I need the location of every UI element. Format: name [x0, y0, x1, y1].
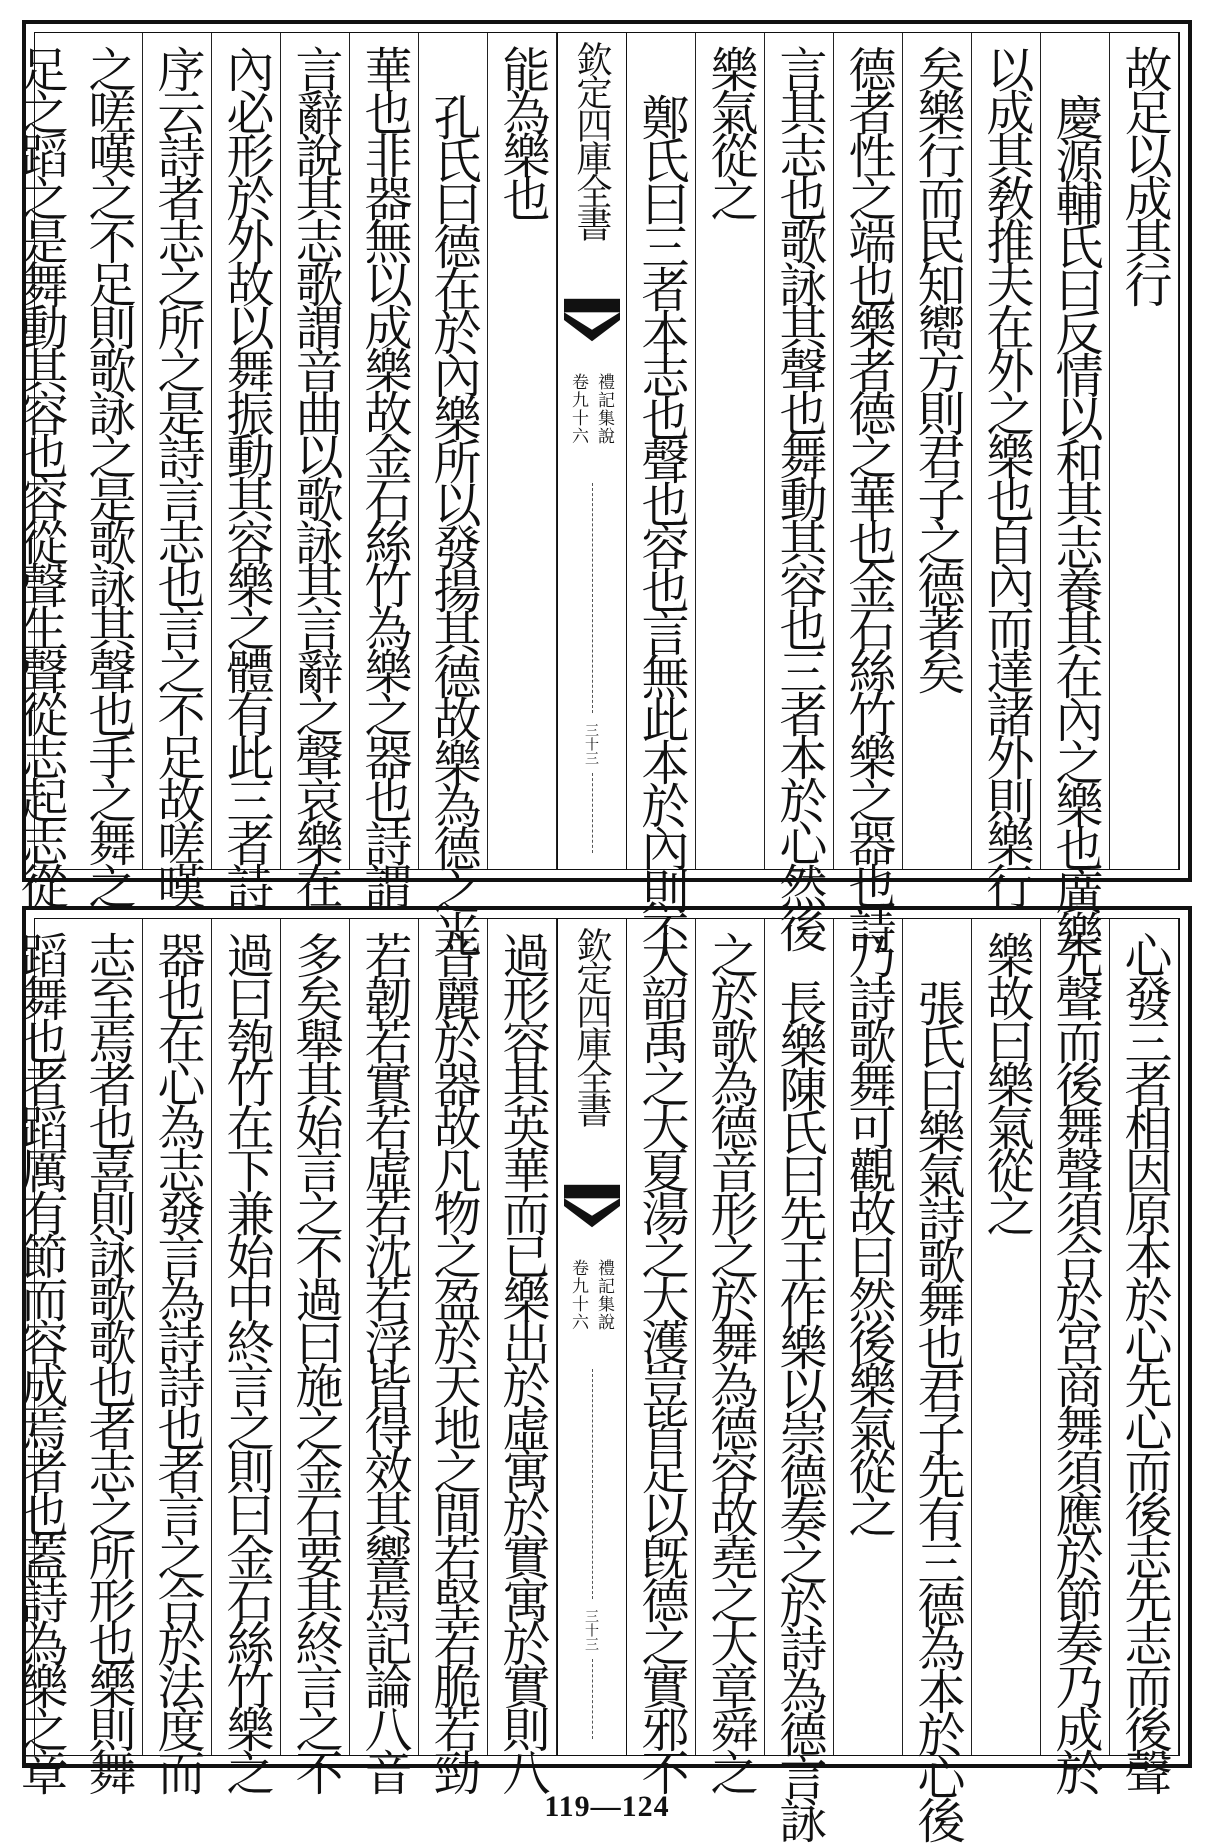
text-column: [350, 33, 419, 905]
text-column: [1041, 33, 1110, 953]
text-column: [212, 919, 281, 1791]
column-text: 言其志也歌詠其聲也舞動其容也三者本於心然後: [771, 45, 827, 948]
text-column: [834, 33, 903, 948]
column-text: 長樂陳氏曰先王作樂以崇德奏之於詩為德言詠: [771, 979, 827, 1839]
column-text: 過曰匏竹在下兼始中終言之則曰金石絲竹樂之: [218, 931, 274, 1791]
column-text: 故足以成其行: [1116, 45, 1172, 303]
text-column: [143, 919, 212, 1791]
text-column: [5, 33, 74, 905]
volume-number: 卷九十六: [568, 373, 588, 445]
column-text: 言辭說其志歌謂音曲以歌詠其言辭之聲哀樂在: [287, 45, 343, 905]
column-text: 多矣舉其始言之不過曰施之金石要其終言之不: [287, 931, 343, 1791]
fold-rule: [592, 483, 594, 713]
column-text: 心發三者相因原本於心先心而後志先志而後聲: [1116, 931, 1172, 1791]
column-text: 之嗟嘆之不足則歌詠之是歌詠其聲也手之舞之: [80, 45, 136, 905]
text-column: [834, 919, 903, 1755]
page-number: 119—124: [544, 1790, 670, 1823]
text-column: [143, 33, 212, 905]
text-column: [350, 919, 419, 1791]
text-column: [696, 919, 765, 1791]
column-text: 若韌若實若虛若沈若浮皆得效其響焉記論八音: [356, 931, 412, 1791]
column-text: 音麗於器故凡物之盈於天地之間若堅若脆若勁: [425, 931, 481, 1791]
text-column: [972, 919, 1041, 1755]
column-text: 德者性之端也樂者德之華也金石絲竹樂之器也詩: [840, 45, 896, 948]
fold-rule: [592, 1659, 594, 1739]
column-text: 先聲而後舞聲須合於宮商舞須應於節奏乃成於: [1047, 931, 1103, 1791]
text-column: [903, 919, 972, 1839]
folio-number: 三十三: [583, 723, 599, 765]
top-page-frame: [12, 32, 1180, 953]
fold-rule: [592, 773, 594, 853]
text-column: [765, 919, 834, 1839]
column-text: 之於歌為德音形之於舞為德容故堯之大章舜之: [702, 931, 758, 1791]
book-subtitle: 禮記集說: [594, 1259, 614, 1331]
column-text: 以成其敎推夫在外之樂也自內而達諸外則樂行: [978, 45, 1034, 905]
column-text: 張氏曰樂氣詩歌舞也君子先有三德為本於心後: [909, 979, 965, 1839]
column-text: 足之蹈之是舞動其容也容從聲生聲從志起志從: [12, 45, 68, 905]
text-column: [281, 33, 350, 905]
column-text: 大韶禹之大夏湯之大濩豈皆足以旣德之實邪不: [633, 931, 689, 1791]
text-column: [627, 33, 696, 953]
column-text: 乃詩歌舞可觀故曰然後樂氣從之: [840, 931, 896, 1533]
fold-rule: [592, 1369, 594, 1599]
column-text: 內必形於外故以舞振動其容樂之體有此三者詩: [218, 45, 274, 905]
top-page: [12, 20, 1192, 953]
column-text: 慶源輔氏曰反情以和其志養其在內之樂也廣樂: [1047, 93, 1103, 953]
text-column: [972, 33, 1041, 905]
text-column: [281, 919, 350, 1791]
center-fold-column: [557, 33, 627, 869]
book-subtitle: 禮記集說: [594, 373, 614, 445]
column-text: 志至焉者也喜則詠歌歌也者志之所形也樂則舞: [80, 931, 136, 1791]
fish-tail-mark-icon: [564, 1184, 620, 1230]
text-column: [1041, 919, 1110, 1791]
text-column: [488, 33, 557, 869]
column-text: 鄭氏曰三者本志也聲也容也言無此本於內則不: [633, 93, 689, 953]
text-column: [212, 33, 281, 905]
text-column: [419, 33, 488, 953]
book-title: 欽定四庫全書: [571, 41, 612, 239]
text-column: [627, 919, 696, 1791]
column-text: 樂氣從之: [702, 45, 758, 217]
column-text: 孔氏曰德在於內樂所以發揚其德故樂為德之光: [425, 93, 481, 953]
text-column: [74, 919, 143, 1791]
column-text: 器也在心為志發言為詩詩也者言之合於法度而: [149, 931, 205, 1791]
folio-number: 三十三: [583, 1609, 599, 1651]
text-column: [696, 33, 765, 869]
column-text: 序云詩者志之所之是詩言志也言之不足故嗟嘆: [149, 45, 205, 905]
column-text: 蹈舞也者蹈厲有節而容成焉者也蓋詩為樂之章: [12, 931, 68, 1791]
column-text: 華也非器無以成樂故金石絲竹為樂之器也詩謂: [356, 45, 412, 905]
column-text: 矣樂行而民知嚮方則君子之德著矣: [909, 45, 965, 690]
text-column: [1110, 919, 1179, 1791]
text-column: [419, 919, 488, 1791]
column-text: 能為樂也: [494, 45, 550, 217]
text-column: [765, 33, 834, 948]
book-title: 欽定四庫全書: [571, 927, 612, 1125]
text-column: [5, 919, 74, 1791]
fish-tail-mark-icon: [564, 298, 620, 344]
text-column: [903, 33, 972, 869]
text-column: [1110, 33, 1179, 869]
column-text: 樂故曰樂氣從之: [978, 931, 1034, 1232]
column-text: 過形容其英華而已樂出於虛寓於實寓於實則八: [494, 931, 550, 1791]
center-fold-column: [557, 919, 627, 1755]
text-column: [488, 919, 557, 1791]
text-column: [74, 33, 143, 905]
volume-number: 卷九十六: [568, 1259, 588, 1331]
